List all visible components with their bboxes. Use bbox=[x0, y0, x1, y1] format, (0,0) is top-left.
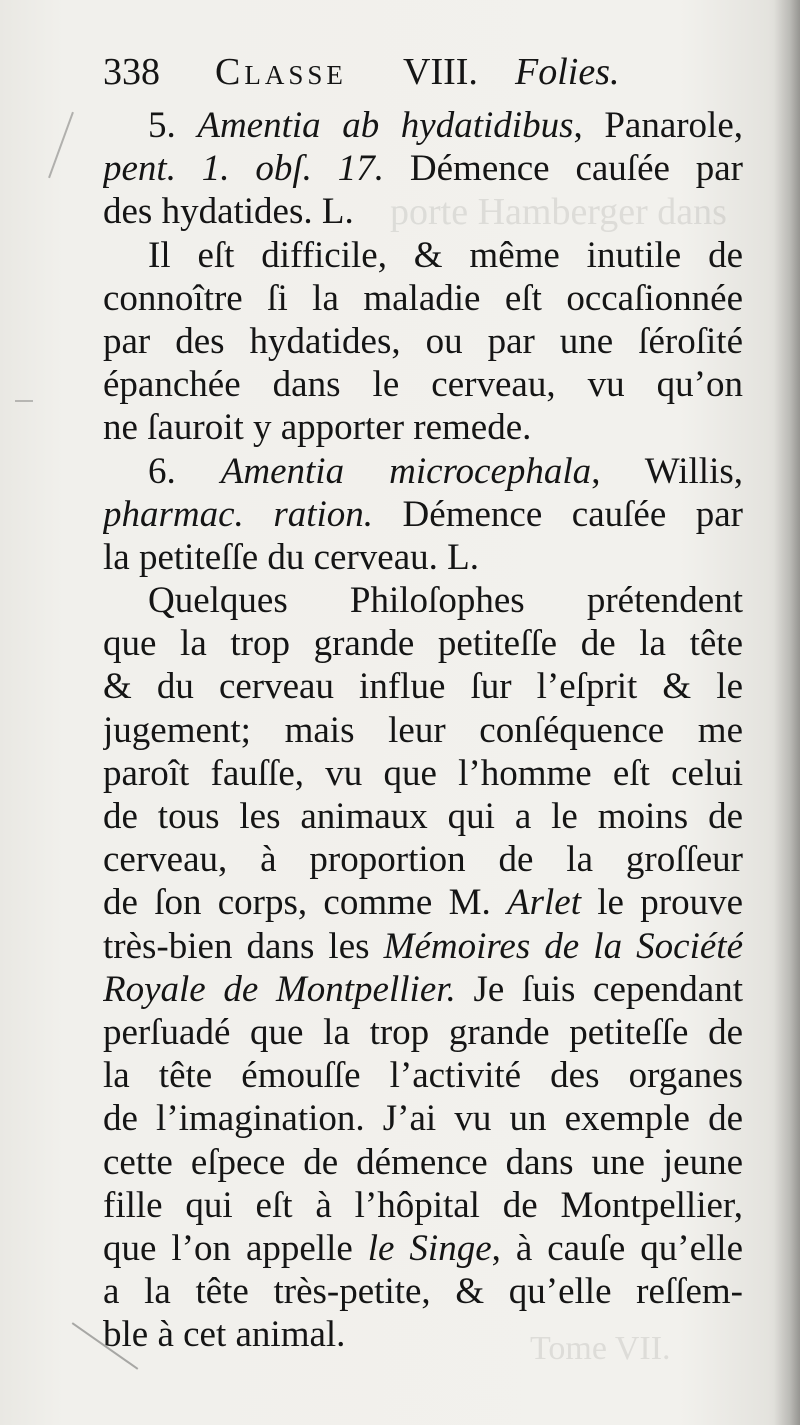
text-line bbox=[103, 1184, 743, 1227]
text-segment: cette eſpece de démence dans une jeune bbox=[103, 1141, 743, 1183]
text-line bbox=[103, 665, 743, 708]
text-line bbox=[103, 406, 743, 449]
italic-segment: pent. 1. obſ. 17. bbox=[103, 148, 385, 190]
page-gutter-shadow bbox=[774, 0, 800, 1425]
text-line bbox=[103, 1270, 743, 1313]
text-segment: Démence cauſée par bbox=[373, 493, 743, 535]
bleed-through-text: porte Hamberger dans bbox=[390, 191, 727, 233]
text-line bbox=[103, 104, 743, 147]
margin-mark bbox=[15, 400, 33, 402]
text-line bbox=[103, 1227, 743, 1270]
text-segment: de ſon corps, comme M. bbox=[103, 882, 508, 924]
text-segment: connoître ſi la maladie eſt occaſionnée bbox=[103, 277, 743, 319]
italic-segment: Amentia microcephala bbox=[220, 450, 592, 492]
text-segment: la tête émouſſe l’activité des organes bbox=[103, 1055, 743, 1097]
text-line bbox=[103, 1097, 743, 1140]
text-segment: Quelques Philoſophes prétendent bbox=[148, 580, 743, 622]
italic-segment: Royale de Montpellier. bbox=[103, 968, 456, 1010]
text-segment: , à cauſe qu’elle bbox=[491, 1227, 743, 1269]
text-line bbox=[103, 881, 743, 924]
text-segment: a la tête très-petite, & qu’elle reſſem- bbox=[103, 1271, 743, 1313]
italic-segment: Arlet bbox=[507, 882, 581, 924]
text-line bbox=[103, 752, 743, 795]
text-line bbox=[103, 363, 743, 406]
text-line bbox=[103, 622, 743, 665]
text-line bbox=[103, 1011, 743, 1054]
text-segment: Il eſt difficile, & même inutile de bbox=[148, 234, 743, 276]
text-line bbox=[103, 234, 743, 277]
running-header bbox=[103, 50, 743, 100]
text-line bbox=[103, 579, 743, 622]
body-text bbox=[103, 104, 743, 1356]
text-line bbox=[103, 536, 743, 579]
text-segment: Je ſuis cependant bbox=[455, 968, 743, 1010]
text-segment: & du cerveau influe ſur l’eſprit & le bbox=[103, 666, 743, 708]
page-number: 338 bbox=[103, 51, 160, 93]
text-line bbox=[103, 147, 743, 190]
text-segment: perſuadé que la trop grande petiteſſe de bbox=[103, 1011, 743, 1053]
text-segment: de tous les animaux qui a le moins de bbox=[103, 796, 743, 837]
text-segment: des hydatides. L. bbox=[103, 191, 354, 233]
italic-segment: le Singe bbox=[367, 1227, 492, 1269]
text-segment: très-bien dans les bbox=[103, 925, 384, 967]
text-segment: que la trop grande petiteſſe de la tête bbox=[103, 623, 743, 665]
text-segment: que l’on appelle bbox=[103, 1227, 368, 1269]
italic-segment: pharmac. ration. bbox=[103, 493, 374, 535]
text-line bbox=[103, 493, 743, 536]
text-line bbox=[103, 968, 743, 1011]
text-segment: jugement; mais leur conſéquence me bbox=[103, 709, 743, 751]
text-segment: 5. bbox=[148, 105, 198, 146]
class-label: Classe bbox=[215, 51, 347, 93]
bleed-through-text: Tome VII. bbox=[530, 1330, 671, 1367]
text-segment: épanchée dans le cerveau, vu qu’on bbox=[103, 364, 743, 406]
text-line bbox=[103, 320, 743, 363]
text-line bbox=[103, 709, 743, 752]
text-segment: fille qui eſt à l’hôpital de Montpellier, bbox=[103, 1184, 743, 1226]
text-segment: la petiteſſe du cerveau. L. bbox=[103, 536, 479, 578]
text-segment: Démence cauſée par bbox=[384, 148, 743, 190]
text-segment: , Willis, bbox=[591, 450, 743, 492]
text-segment: paroît fauſſe, vu que l’homme eſt celui bbox=[103, 752, 743, 794]
text-line bbox=[103, 190, 743, 233]
text-segment: par des hydatides, ou par une ſéroſité bbox=[103, 320, 743, 362]
text-segment: , Panarole, bbox=[573, 105, 743, 146]
text-segment: 6. bbox=[148, 450, 221, 492]
italic-segment: Mémoires de la Société bbox=[383, 925, 743, 967]
text-segment: le prouve bbox=[581, 882, 743, 924]
text-line bbox=[103, 277, 743, 320]
text-line bbox=[103, 450, 743, 493]
text-line bbox=[103, 1054, 743, 1097]
italic-segment: Amentia ab hydatidibus bbox=[197, 105, 574, 146]
text-line bbox=[103, 795, 743, 838]
text-line bbox=[103, 1313, 743, 1356]
text-segment: cerveau, à proportion de la groſſeur bbox=[103, 839, 743, 881]
text-line bbox=[103, 838, 743, 881]
text-segment: ble à cet animal. bbox=[103, 1314, 346, 1356]
class-number: VIII. bbox=[403, 51, 478, 93]
section-title: Folies. bbox=[515, 51, 620, 93]
text-line bbox=[103, 1141, 743, 1184]
text-line bbox=[103, 925, 743, 968]
text-segment: ne ſauroit y apporter remede. bbox=[103, 407, 532, 449]
margin-mark bbox=[48, 112, 74, 178]
text-segment: de l’imagination. J’ai vu un exemple de bbox=[103, 1098, 743, 1140]
